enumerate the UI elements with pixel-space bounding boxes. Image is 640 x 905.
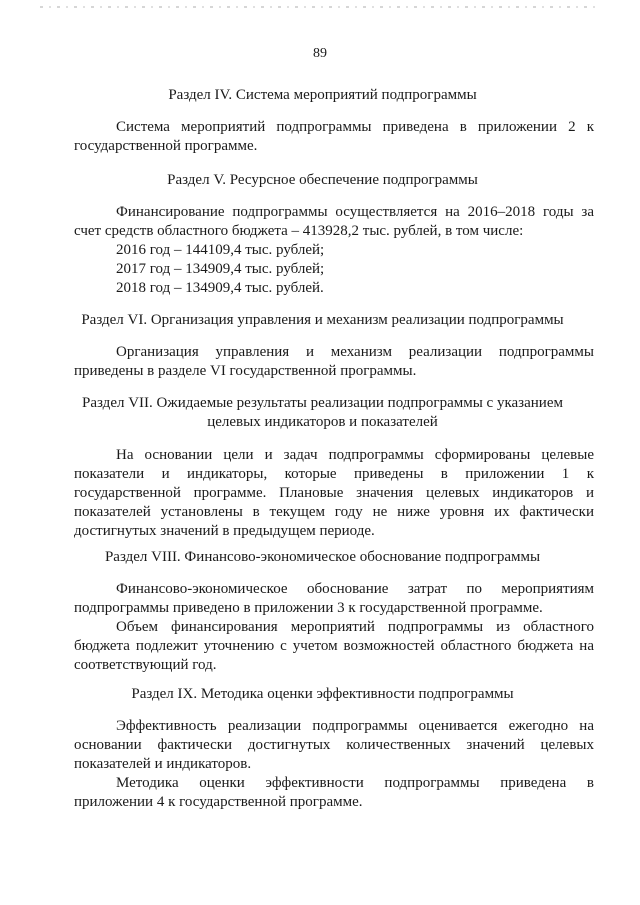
- text-line: показатели и индикаторы, которые приведены в приложении 1 к: [74, 466, 594, 482]
- text-line: показателей и индикаторов.: [74, 756, 252, 772]
- section-4-text: [74, 118, 594, 156]
- text-line: 2018 год – 134909,4 тыс. рублей.: [116, 280, 324, 296]
- text-line: Система мероприятий подпрограммы приведена в приложении 2 к: [116, 119, 594, 135]
- text-line: Организация управления и механизм реализации подпрограммы: [116, 344, 594, 360]
- text-line: соответствующий год.: [74, 657, 217, 673]
- text-line: достигнутых значений в предыдущем периоде.: [74, 523, 375, 539]
- text-line: подпрограммы приведено в приложении 3 к государственной программе.: [74, 600, 543, 616]
- text-line: государственной программе. Плановые значения целевых индикаторов и: [74, 485, 594, 501]
- text-line: Объем финансирования мероприятий подпрограммы из областного: [116, 619, 594, 635]
- text-line: Финансирование подпрограммы осуществляется на 2016–2018 годы за: [116, 204, 594, 220]
- text-line: Эффективность реализации подпрограммы оценивается ежегодно на: [116, 718, 594, 734]
- text-line: Финансово-экономическое обоснование затрат по мероприятиям: [116, 581, 594, 597]
- section-7-text: [74, 446, 594, 541]
- section-7-heading: [60, 394, 585, 432]
- text-line: бюджета подлежит уточнению с учетом возможностей областного бюджета на: [74, 638, 594, 654]
- text-line: счет средств областного бюджета – 413928,2 тыс. рублей, в том числе:: [74, 223, 524, 239]
- section-9-text: [74, 717, 594, 812]
- section-4-heading: Раздел IV. Система мероприятий подпрограммы: [168, 87, 477, 103]
- text-line: приведены в разделе VI государственной программы.: [74, 363, 417, 379]
- scan-artifact: [40, 6, 600, 8]
- heading-line: Раздел VII. Ожидаемые результаты реализации подпрограммы с указанием: [82, 395, 563, 411]
- section-8-heading: Раздел VIII. Финансово-экономическое обоснование подпрограммы: [104, 549, 541, 565]
- section-6-text: [74, 343, 594, 381]
- section-5-heading: Раздел V. Ресурсное обеспечение подпрограммы: [167, 172, 478, 188]
- section-8-text: [74, 580, 594, 675]
- text-line: Методика оценки эффективности подпрограммы приведена в: [116, 775, 594, 791]
- text-line: государственной программе.: [74, 138, 258, 154]
- section-6-heading: Раздел VI. Организация управления и механизм реализации подпрограммы: [81, 312, 564, 328]
- section-9-heading: Раздел IX. Методика оценки эффективности подпрограммы: [131, 686, 514, 702]
- text-line: 2016 год – 144109,4 тыс. рублей;: [116, 242, 325, 258]
- heading-line: целевых индикаторов и показателей: [207, 414, 438, 430]
- text-line: основании фактически достигнутых количественных значений целевых: [74, 737, 594, 753]
- text-line: приложении 4 к государственной программе.: [74, 794, 363, 810]
- page-number: 89: [313, 46, 327, 61]
- text-line: На основании цели и задач подпрограммы сформированы целевые: [116, 447, 594, 463]
- section-5-text: [74, 203, 594, 298]
- text-line: 2017 год – 134909,4 тыс. рублей;: [116, 261, 325, 277]
- text-line: показателей установлены в текущем году не ниже уровня их фактически: [74, 504, 594, 520]
